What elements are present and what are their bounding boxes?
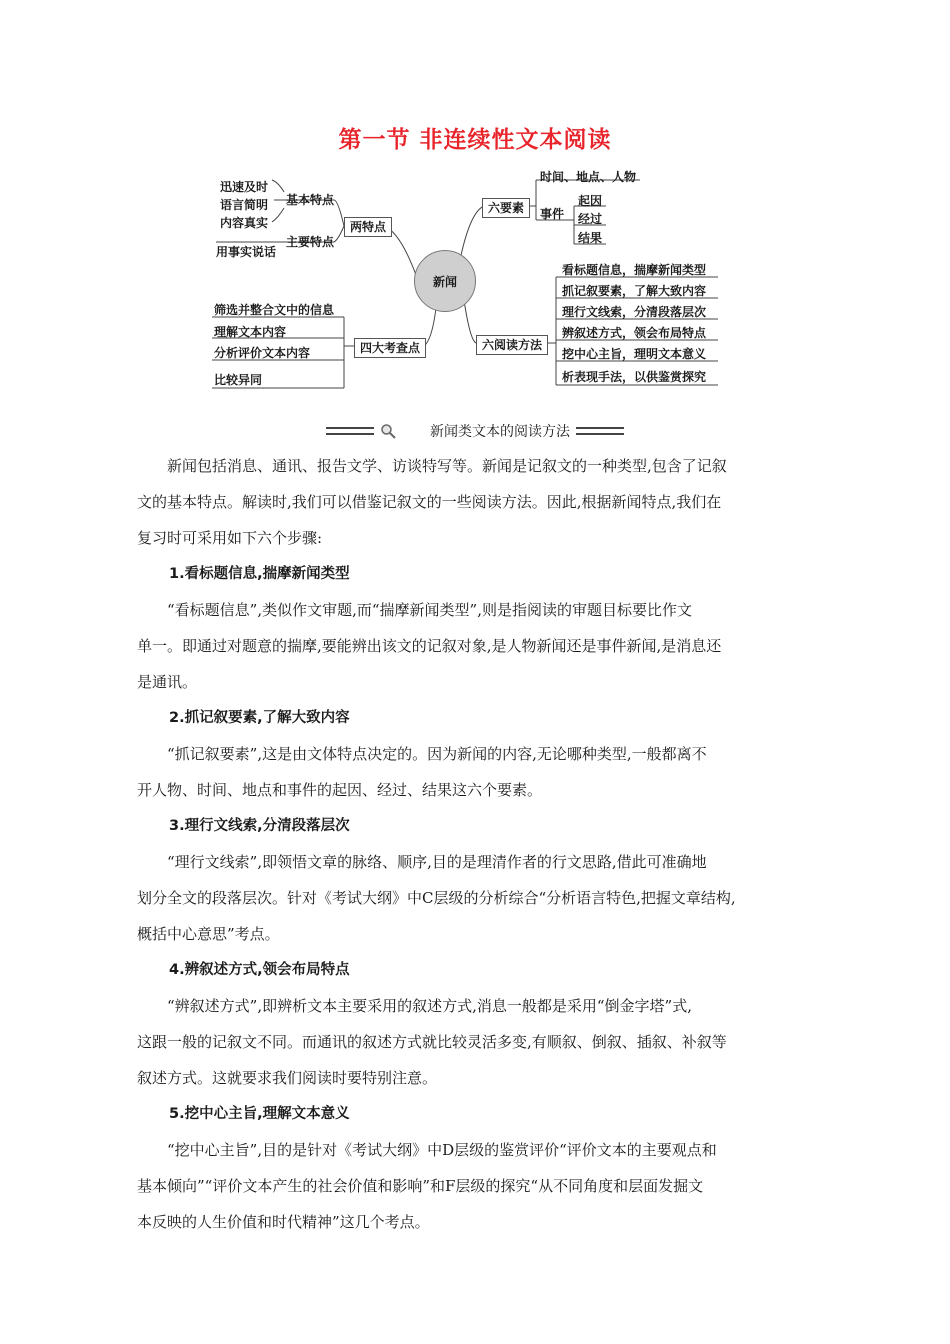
heading-rule-right [576,427,624,435]
step-line: 开人物、时间、地点和事件的起因、经过、结果这六个要素。 [137,781,543,799]
leaf-evaluate: 分析评价文本内容 [214,346,311,360]
leaf-time-place-people: 时间、地点、人物 [540,170,637,184]
node-basic-features: 基本特点 [286,193,335,207]
step-heading: 5.挖中心主旨,理解文本意义 [169,1106,350,1122]
step-line: 单一。即通过对题意的揣摩,要能辨出该文的记叙对象,是人物新闻还是事件新闻,是消息还 [137,637,722,655]
node-event: 事件 [540,207,565,221]
leaf-process: 经过 [578,212,603,226]
step-line: “看标题信息”,类似作文审题,而“揣摩新闻类型”,则是指阅读的审题目标要比作文 [167,601,692,619]
leaf-cause: 起因 [578,194,603,208]
leaf-result: 结果 [578,231,603,245]
article-body [137,448,817,1240]
intro-line: 文的基本特点。解读时,我们可以借鉴记叙文的一些阅读方法。因此,根据新闻特点,我们在 [137,493,722,511]
leaf-true: 内容真实 [220,216,269,230]
leaf-understand: 理解文本内容 [214,325,287,339]
page-title: 第一节 非连续性文本阅读 [338,127,612,153]
leaf-method-5: 挖中心主旨，理明文本意义 [562,347,707,361]
node-six-methods: 六阅读方法 [476,335,548,355]
step-line: 是通讯。 [137,673,198,691]
step-line: 概括中心意思”考点。 [137,925,280,943]
step-line: 本反映的人生价值和时代精神”这几个考点。 [137,1213,430,1231]
leaf-rapid: 迅速及时 [220,180,269,194]
step-line: “理行文线索”,即领悟文章的脉络、顺序,目的是理清作者的行文思路,借此可准确地 [167,853,707,871]
leaf-method-4: 辨叙述方式，领会布局特点 [562,326,707,340]
node-two-features: 两特点 [344,217,392,237]
intro-line: 新闻包括消息、通讯、报告文学、访谈特写等。新闻是记叙文的一种类型,包含了记叙 [167,457,727,475]
magnifier-icon [380,423,396,439]
leaf-method-2: 抓记叙要素，了解大致内容 [562,284,707,298]
step-line: “辨叙述方式”,即辨析文本主要采用的叙述方式,消息一般都是采用“倒金字塔”式, [167,997,692,1015]
section-heading [0,421,950,441]
step-line: 叙述方式。这就要求我们阅读时要特别注意。 [137,1069,438,1087]
step-line: “抓记叙要素”,这是由文体特点决定的。因为新闻的内容,无论哪种类型,一般都离不 [167,745,707,763]
intro-line: 复习时可采用如下六个步骤: [137,529,323,547]
section-title: 新闻类文本的阅读方法 [430,424,570,440]
leaf-method-1: 看标题信息，揣摩新闻类型 [562,263,707,277]
leaf-method-3: 理行文线索，分清段落层次 [562,305,707,319]
step-line: 这跟一般的记叙文不同。而通讯的叙述方式就比较灵活多变,有顺叙、倒叙、插叙、补叙等 [137,1033,727,1051]
step-heading: 1.看标题信息,揣摩新闻类型 [169,566,350,582]
step-line: 划分全文的段落层次。针对《考试大纲》中C层级的分析综合“分析语言特色,把握文章结构, [137,889,736,907]
node-six-elements: 六要素 [482,198,530,218]
mindmap-center: 新闻 [414,250,476,312]
leaf-method-6: 析表现手法，以供鉴赏探究 [562,370,707,384]
leaf-facts: 用事实说话 [216,245,277,259]
step-heading: 2.抓记叙要素,了解大致内容 [169,710,350,726]
step-line: “挖中心主旨”,目的是针对《考试大纲》中D层级的鉴赏评价“评价文本的主要观点和 [167,1141,717,1159]
step-heading: 3.理行文线索,分清段落层次 [169,818,350,834]
node-main-features: 主要特点 [286,235,335,249]
leaf-screen-info: 筛选并整合文中的信息 [214,303,335,317]
news-mindmap [200,160,740,400]
heading-rule-left [326,427,374,435]
node-four-points: 四大考查点 [354,338,426,358]
leaf-compare: 比较异同 [214,373,263,387]
step-line: 基本倾向”“评价文本产生的社会价值和影响”和F层级的探究“从不同角度和层面发掘文 [137,1177,704,1195]
leaf-concise: 语言简明 [220,198,269,212]
step-heading: 4.辨叙述方式,领会布局特点 [169,962,350,978]
